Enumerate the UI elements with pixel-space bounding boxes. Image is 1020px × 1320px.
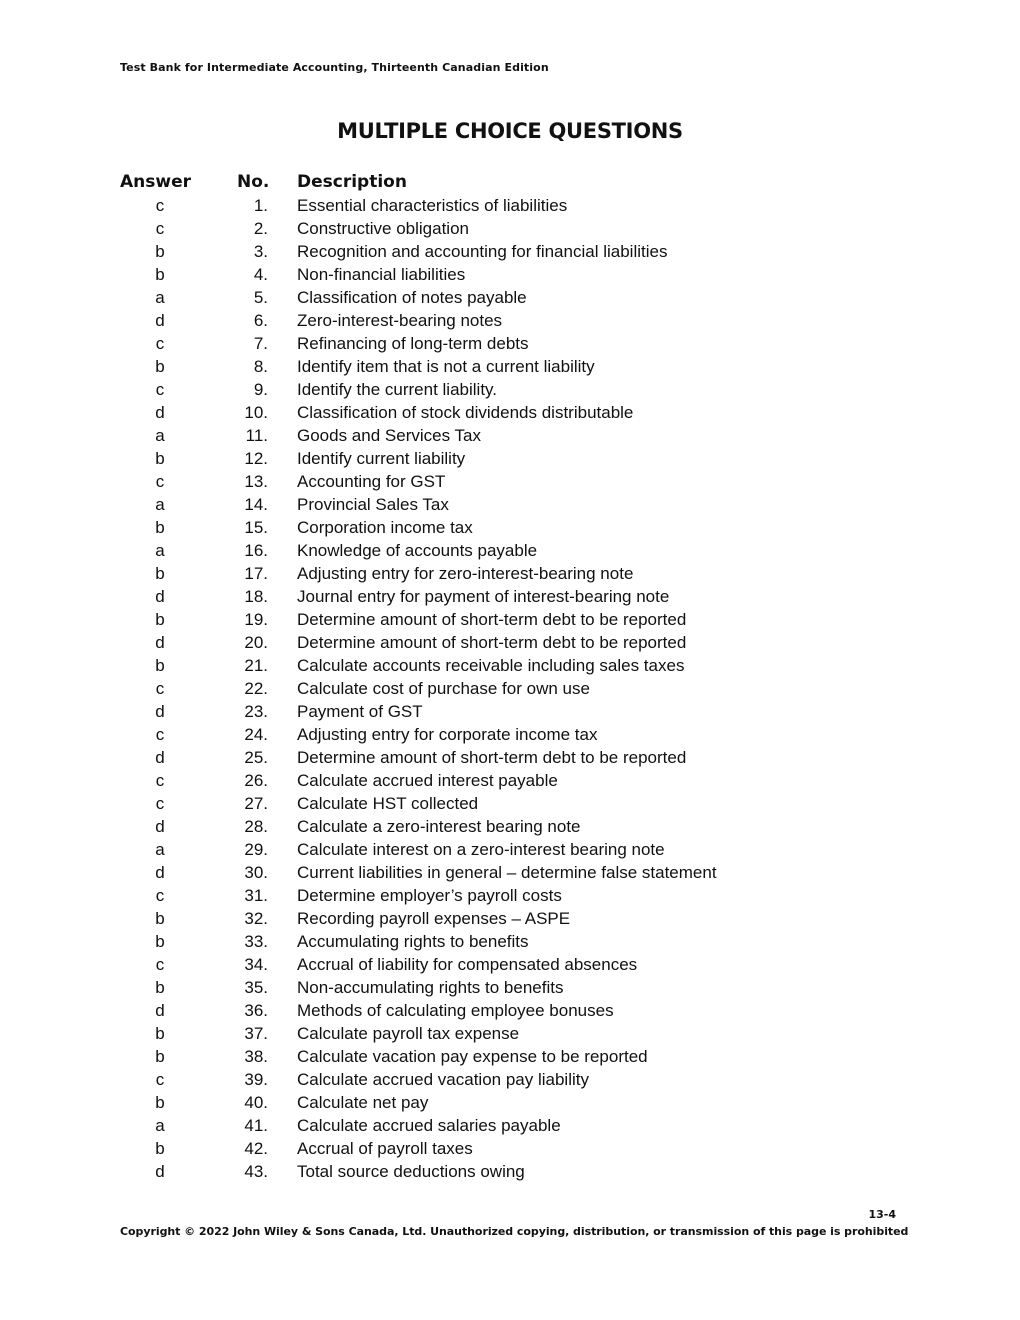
description-cell: Total source deductions owing (297, 1162, 525, 1181)
question-number-cell: 28. (244, 817, 268, 836)
description-cell: Identify the current liability. (297, 380, 497, 399)
description-cell: Calculate accounts receivable including sales taxes (297, 656, 685, 675)
description-cell: Essential characteristics of liabilities (297, 196, 568, 215)
question-number-cell: 8. (253, 357, 268, 376)
table-header-row (120, 171, 820, 194)
answer-cell: c (155, 1070, 165, 1089)
description-cell: Current liabilities in general – determine false statement (297, 863, 717, 882)
table-row (120, 1091, 820, 1114)
question-number-cell: 26. (244, 771, 268, 790)
answer-cell: d (155, 817, 165, 836)
table-row (120, 884, 820, 907)
description-cell: Calculate a zero-interest bearing note (297, 817, 581, 836)
page-title: MULTIPLE CHOICE QUESTIONS (337, 119, 683, 143)
description-cell: Calculate accrued salaries payable (297, 1116, 561, 1135)
question-number-cell: 27. (244, 794, 268, 813)
page-number: 13-4 (868, 1208, 896, 1221)
table-row (120, 585, 820, 608)
answer-cell: d (155, 1001, 165, 1020)
table-row (120, 792, 820, 815)
question-number-cell: 23. (244, 702, 268, 721)
question-number-cell: 43. (244, 1162, 268, 1181)
answer-cell: b (155, 932, 165, 951)
description-cell: Provincial Sales Tax (297, 495, 449, 514)
table-row (120, 424, 820, 447)
column-header-description: Description (297, 172, 407, 192)
table-row (120, 539, 820, 562)
table-row (120, 240, 820, 263)
answer-cell: d (155, 587, 165, 606)
table-row (120, 493, 820, 516)
table-row (120, 700, 820, 723)
description-cell: Accrual of payroll taxes (297, 1139, 473, 1158)
table-row (120, 194, 820, 217)
question-number-cell: 15. (244, 518, 268, 537)
question-number-cell: 32. (244, 909, 268, 928)
answer-cell: b (155, 564, 165, 583)
question-number-cell: 35. (244, 978, 268, 997)
description-cell: Adjusting entry for zero-interest-bearing note (297, 564, 634, 583)
column-header-answer: Answer (120, 172, 191, 192)
answer-cell: b (155, 1093, 165, 1112)
question-number-cell: 13. (244, 472, 268, 491)
table-row (120, 769, 820, 792)
description-cell: Constructive obligation (297, 219, 469, 238)
table-row (120, 1045, 820, 1068)
question-number-cell: 4. (253, 265, 268, 284)
table-row (120, 309, 820, 332)
answer-cell: c (155, 679, 165, 698)
table-row (120, 217, 820, 240)
question-number-cell: 33. (244, 932, 268, 951)
table-row (120, 723, 820, 746)
description-cell: Classification of stock dividends distributable (297, 403, 634, 422)
question-number-cell: 17. (244, 564, 268, 583)
description-cell: Determine amount of short-term debt to be reported (297, 633, 687, 652)
description-cell: Identify item that is not a current liability (297, 357, 595, 376)
question-number-cell: 39. (244, 1070, 268, 1089)
answer-cell: b (155, 1047, 165, 1066)
question-number-cell: 9. (253, 380, 268, 399)
description-cell: Calculate accrued interest payable (297, 771, 558, 790)
description-cell: Accounting for GST (297, 472, 446, 491)
description-cell: Calculate payroll tax expense (297, 1024, 520, 1043)
question-number-cell: 12. (244, 449, 268, 468)
table-row (120, 332, 820, 355)
question-number-cell: 42. (244, 1139, 268, 1158)
answer-cell: d (155, 403, 165, 422)
description-cell: Classification of notes payable (297, 288, 527, 307)
description-cell: Determine amount of short-term debt to be reported (297, 610, 687, 629)
table-body (120, 194, 820, 1183)
answer-cell: a (155, 1116, 165, 1135)
answer-cell: b (155, 518, 165, 537)
description-cell: Calculate cost of purchase for own use (297, 679, 590, 698)
question-number-cell: 29. (244, 840, 268, 859)
answer-cell: b (155, 656, 165, 675)
table-row (120, 1068, 820, 1091)
table-row (120, 1137, 820, 1160)
description-cell: Determine employer’s payroll costs (297, 886, 562, 905)
table-row (120, 447, 820, 470)
description-cell: Calculate HST collected (297, 794, 479, 813)
answer-cell: d (155, 633, 165, 652)
description-cell: Recording payroll expenses – ASPE (297, 909, 571, 928)
description-cell: Accrual of liability for compensated absences (297, 955, 638, 974)
table-row (120, 677, 820, 700)
answer-cell: d (155, 311, 165, 330)
answer-cell: c (155, 472, 165, 491)
question-number-cell: 37. (244, 1024, 268, 1043)
answer-cell: b (155, 1024, 165, 1043)
question-number-cell: 18. (244, 587, 268, 606)
question-number-cell: 19. (244, 610, 268, 629)
description-cell: Calculate accrued vacation pay liability (297, 1070, 589, 1089)
answer-cell: c (155, 196, 165, 215)
question-number-cell: 36. (244, 1001, 268, 1020)
question-number-cell: 30. (244, 863, 268, 882)
question-number-cell: 20. (244, 633, 268, 652)
question-number-cell: 41. (244, 1116, 268, 1135)
description-cell: Calculate vacation pay expense to be reported (297, 1047, 648, 1066)
question-number-cell: 6. (253, 311, 268, 330)
table-row (120, 355, 820, 378)
table-row (120, 286, 820, 309)
column-header-number: No. (237, 172, 270, 192)
answer-cell: c (155, 794, 165, 813)
copyright-footer: Copyright © 2022 John Wiley & Sons Canada, Ltd. Unauthorized copying, distribution, or transmission of this page is prohibited (120, 1225, 909, 1238)
questions-table (120, 171, 820, 1183)
question-number-cell: 5. (253, 288, 268, 307)
question-number-cell: 10. (244, 403, 268, 422)
answer-cell: a (155, 495, 165, 514)
description-cell: Corporation income tax (297, 518, 473, 537)
description-cell: Non-accumulating rights to benefits (297, 978, 564, 997)
table-row (120, 907, 820, 930)
description-cell: Payment of GST (297, 702, 423, 721)
answer-cell: d (155, 863, 165, 882)
answer-cell: a (155, 840, 165, 859)
table-row (120, 631, 820, 654)
table-row (120, 1114, 820, 1137)
description-cell: Non-financial liabilities (297, 265, 466, 284)
table-row (120, 608, 820, 631)
question-number-cell: 14. (244, 495, 268, 514)
answer-cell: b (155, 909, 165, 928)
answer-cell: d (155, 748, 165, 767)
question-number-cell: 2. (253, 219, 268, 238)
answer-cell: b (155, 610, 165, 629)
question-number-cell: 25. (244, 748, 268, 767)
table-row (120, 1022, 820, 1045)
description-cell: Goods and Services Tax (297, 426, 481, 445)
description-cell: Refinancing of long-term debts (297, 334, 529, 353)
description-cell: Journal entry for payment of interest-bearing note (297, 587, 670, 606)
table-row (120, 562, 820, 585)
answer-cell: b (155, 978, 165, 997)
table-row (120, 953, 820, 976)
answer-cell: c (155, 771, 165, 790)
description-cell: Accumulating rights to benefits (297, 932, 529, 951)
table-row (120, 654, 820, 677)
question-number-cell: 40. (244, 1093, 268, 1112)
description-cell: Knowledge of accounts payable (297, 541, 538, 560)
answer-cell: b (155, 1139, 165, 1158)
question-number-cell: 31. (244, 886, 268, 905)
answer-cell: c (155, 725, 165, 744)
answer-cell: b (155, 265, 165, 284)
table-row (120, 516, 820, 539)
description-cell: Calculate net pay (297, 1093, 429, 1112)
running-header: Test Bank for Intermediate Accounting, Thirteenth Canadian Edition (120, 61, 549, 74)
answer-cell: b (155, 449, 165, 468)
answer-cell: d (155, 1162, 165, 1181)
table-row (120, 378, 820, 401)
question-number-cell: 34. (244, 955, 268, 974)
table-row (120, 1160, 820, 1183)
table-row (120, 815, 820, 838)
answer-cell: c (155, 219, 165, 238)
question-number-cell: 1. (253, 196, 268, 215)
answer-cell: a (155, 288, 165, 307)
answer-cell: c (155, 334, 165, 353)
table-row (120, 861, 820, 884)
answer-cell: d (155, 702, 165, 721)
question-number-cell: 11. (245, 426, 268, 445)
table-row (120, 263, 820, 286)
table-row (120, 999, 820, 1022)
answer-cell: c (155, 886, 165, 905)
description-cell: Calculate interest on a zero-interest bearing note (297, 840, 665, 859)
description-cell: Recognition and accounting for financial liabilities (297, 242, 668, 261)
table-row (120, 746, 820, 769)
description-cell: Methods of calculating employee bonuses (297, 1001, 614, 1020)
table-row (120, 470, 820, 493)
question-number-cell: 7. (253, 334, 268, 353)
answer-cell: c (155, 380, 165, 399)
question-number-cell: 24. (244, 725, 268, 744)
description-cell: Identify current liability (297, 449, 466, 468)
answer-cell: b (155, 242, 165, 261)
question-number-cell: 3. (253, 242, 268, 261)
table-row (120, 838, 820, 861)
table-row (120, 976, 820, 999)
description-cell: Zero-interest-bearing notes (297, 311, 503, 330)
description-cell: Adjusting entry for corporate income tax (297, 725, 598, 744)
answer-cell: b (155, 357, 165, 376)
answer-cell: c (155, 955, 165, 974)
answer-cell: a (155, 541, 165, 560)
description-cell: Determine amount of short-term debt to be reported (297, 748, 687, 767)
table-row (120, 401, 820, 424)
question-number-cell: 21. (244, 656, 268, 675)
table-row (120, 930, 820, 953)
question-number-cell: 22. (244, 679, 268, 698)
question-number-cell: 16. (244, 541, 268, 560)
answer-cell: a (155, 426, 165, 445)
question-number-cell: 38. (244, 1047, 268, 1066)
